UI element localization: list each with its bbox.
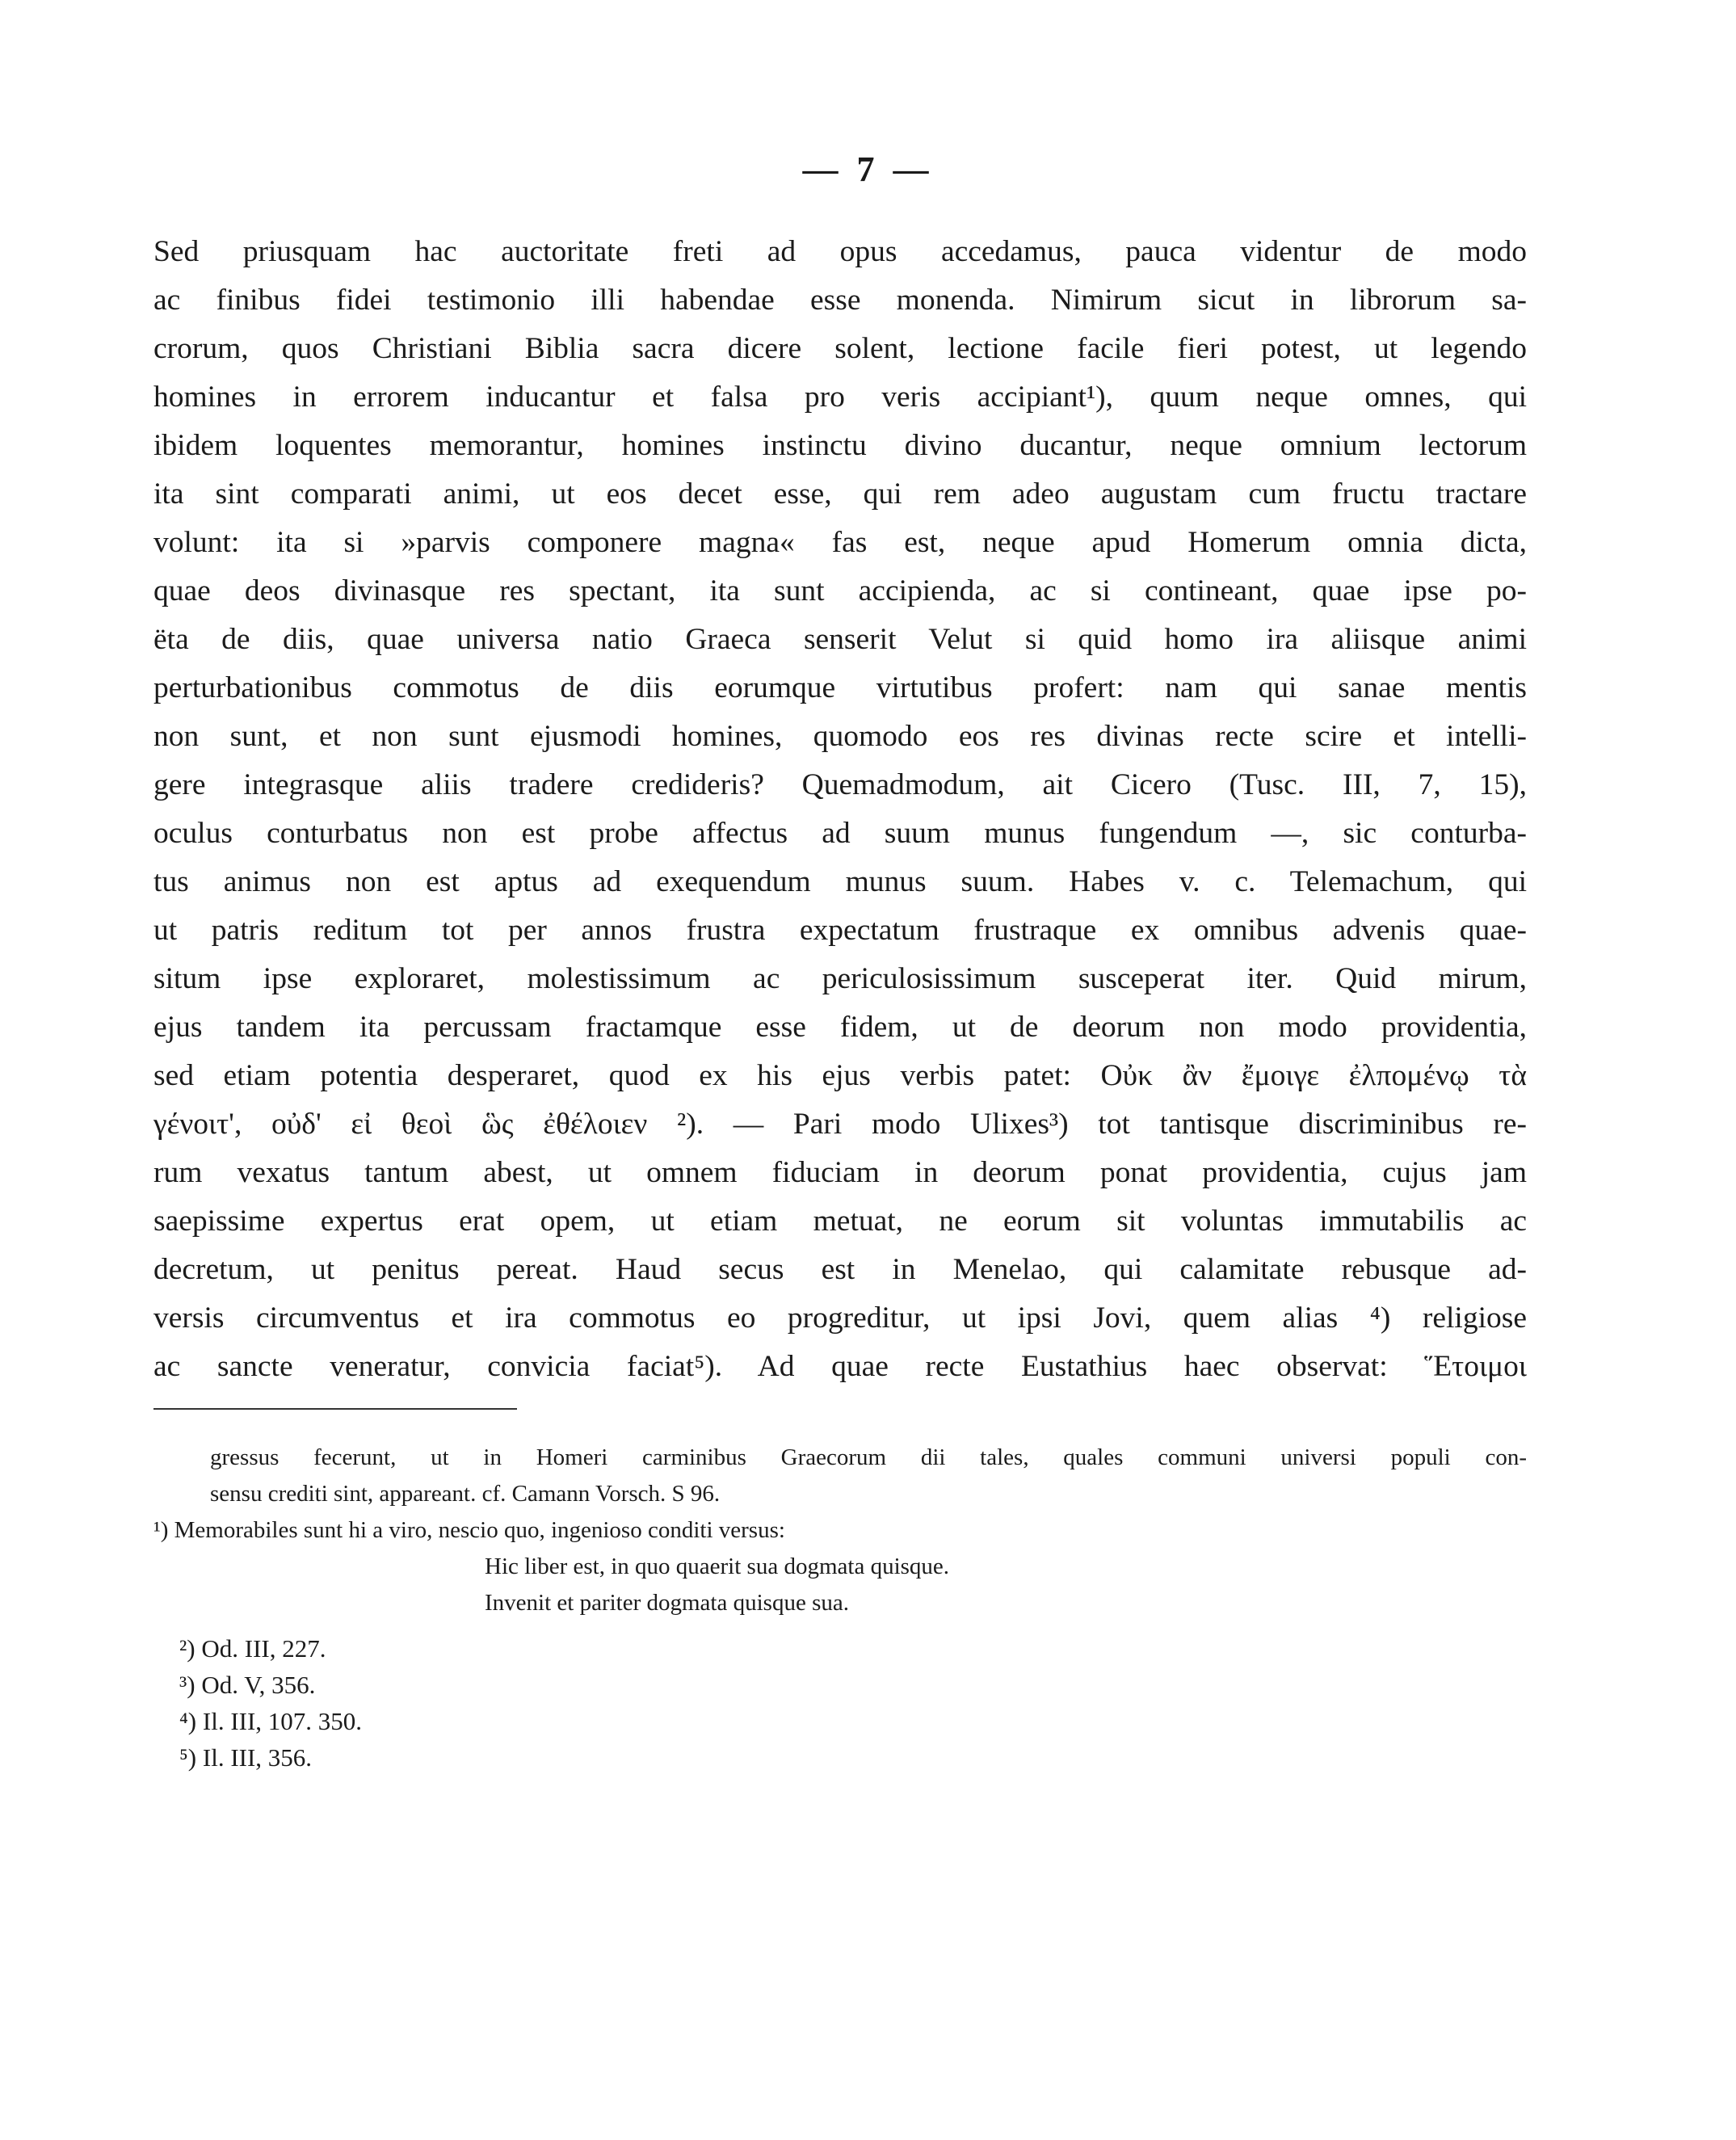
text-line: rum vexatus tantum abest, ut omnem fiduciam in deorum ponat providentia, cujus jam xyxy=(153,1156,1527,1189)
text-line: ut patris reditum tot per annos frustra expectatum frustraque ex omnibus advenis quae- xyxy=(153,914,1527,947)
text-line: volunt: ita si »parvis componere magna« fas est, neque apud Homerum omnia dicta, xyxy=(153,526,1527,559)
footnote-2: ²) Od. III, 227. xyxy=(179,1634,326,1663)
footnote-carryover-line: sensu crediti sint, appareant. cf. Camann Vorsch. S 96. xyxy=(210,1481,721,1507)
footnote-4: ⁴) Il. III, 107. 350. xyxy=(179,1707,363,1735)
text-line: γένοιτ', οὐδ' εἰ θεοὶ ὣς ἐθέλοιεν ²). — Pari modo Ulixes³) tot tantisque discriminibus re- xyxy=(153,1108,1527,1141)
main-text xyxy=(153,228,1527,1391)
footnote-references xyxy=(153,1630,638,1776)
text-line: Sed priusquam hac auctoritate freti ad opus accedamus, pauca videntur de modo xyxy=(153,235,1527,268)
text-line: saepissime expertus erat opem, ut etiam metuat, ne eorum sit voluntas immutabilis ac xyxy=(153,1205,1527,1238)
footnote-carryover-line: gressus fecerunt, ut in Homeri carminibus Graecorum dii tales, quales communi universi populi con- xyxy=(210,1444,1527,1470)
footnotes xyxy=(153,1440,1527,1621)
text-line: non sunt, et non sunt ejusmodi homines, quomodo eos res divinas recte scire et intelli- xyxy=(153,720,1527,753)
page-number: — 7 — xyxy=(802,149,934,189)
text-line: ejus tandem ita percussam fractamque esse fidem, ut de deorum non modo providentia, xyxy=(153,1011,1527,1044)
text-line: ëta de diis, quae universa natio Graeca senserit Velut si quid homo ira aliisque animi xyxy=(153,623,1527,656)
text-line: crorum, quos Christiani Biblia sacra dicere solent, lectione facile fieri potest, ut legendo xyxy=(153,332,1527,365)
text-line: perturbationibus commotus de diis eorumque virtutibus profert: nam qui sanae mentis xyxy=(153,671,1527,704)
text-line: gere integrasque aliis tradere credideris? Quemadmodum, ait Cicero (Tusc. III, 7, 15), xyxy=(153,768,1527,801)
text-line: decretum, ut penitus pereat. Haud secus est in Menelao, qui calamitate rebusque ad- xyxy=(153,1253,1527,1286)
text-line: homines in errorem inducantur et falsa pro veris accipiant¹), quum neque omnes, qui xyxy=(153,380,1527,414)
text-line: situm ipse exploraret, molestissimum ac periculosissimum susceperat iter. Quid mirum, xyxy=(153,962,1527,995)
text-line: ac finibus fidei testimonio illi habendae esse monenda. Nimirum sicut in librorum sa- xyxy=(153,284,1527,317)
footnote-3: ³) Od. V, 356. xyxy=(179,1671,316,1699)
footnote-1: ¹) Memorabiles sunt hi a viro, nescio quo, ingenioso conditi versus: xyxy=(153,1517,785,1543)
text-line: quae deos divinasque res spectant, ita sunt accipienda, ac si contineant, quae ipse po- xyxy=(153,574,1527,608)
text-line: ibidem loquentes memorantur, homines instinctu divino ducantur, neque omnium lectorum xyxy=(153,429,1527,462)
text-line: tus animus non est aptus ad exequendum munus suum. Habes v. c. Telemachum, qui xyxy=(153,865,1527,898)
text-line: sed etiam potentia desperaret, quod ex his ejus verbis patet: Οὐκ ἂν ἔμοιγε ἐλπομένῳ τὰ xyxy=(153,1059,1527,1092)
footnote-separator xyxy=(153,1408,517,1410)
text-line: versis circumventus et ira commotus eo progreditur, ut ipsi Jovi, quem alias ⁴) religiose xyxy=(153,1301,1527,1335)
text-line: oculus conturbatus non est probe affectus ad suum munus fungendum —, sic conturba- xyxy=(153,817,1527,850)
text-line: ita sint comparati animi, ut eos decet esse, qui rem adeo augustam cum fructu tractare xyxy=(153,477,1527,511)
footnote-verse: Hic liber est, in quo quaerit sua dogmata quisque. xyxy=(485,1553,950,1579)
footnote-verse: Invenit et pariter dogmata quisque sua. xyxy=(485,1590,849,1616)
footnote-5: ⁵) Il. III, 356. xyxy=(179,1743,313,1772)
text-line: ac sancte veneratur, convicia faciat⁵). Ad quae recte Eustathius haec observat: Ἕτοιμοι xyxy=(153,1350,1527,1383)
